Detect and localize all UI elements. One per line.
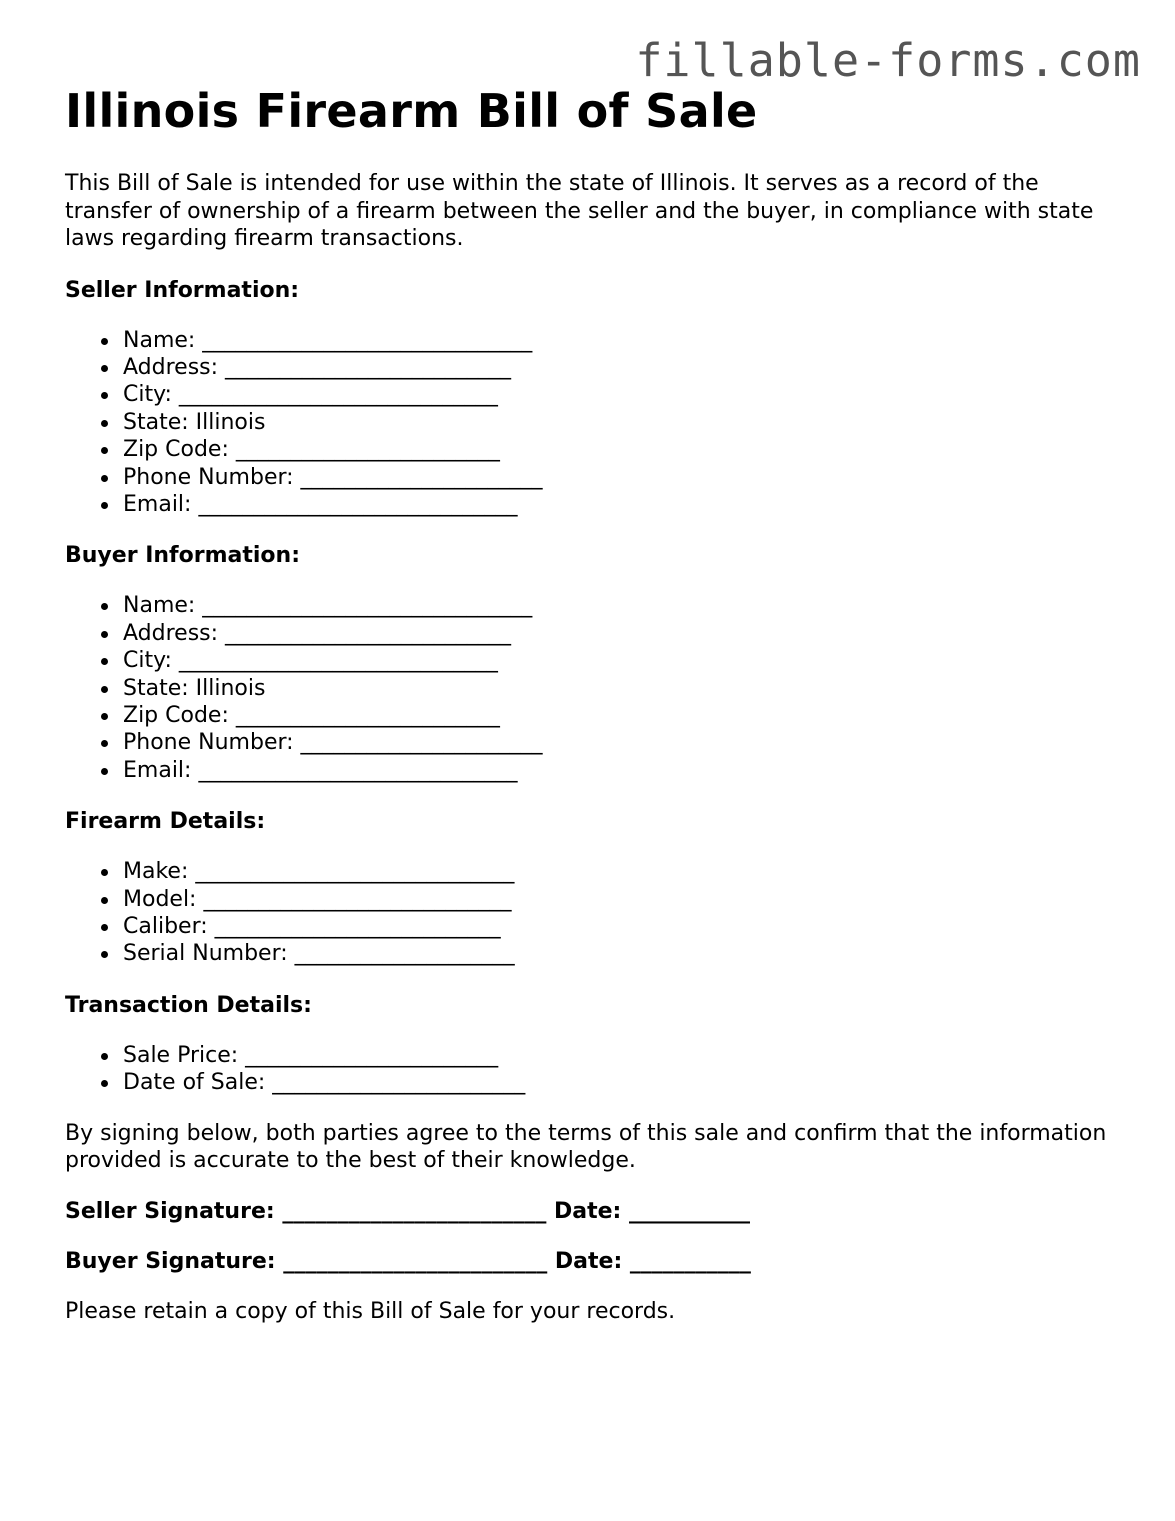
buyer-info-heading: Buyer Information:: [65, 543, 300, 569]
watermark: fillable-forms.com: [635, 34, 1141, 87]
buyer-phone-field: Phone Number: ______________________: [123, 729, 1110, 756]
buyer-state-field: State: Illinois: [123, 675, 1110, 702]
buyer-signature-line: Buyer Signature: ________________________ Date: ___________: [65, 1248, 751, 1274]
buyer-zip-field: Zip Code: ________________________: [123, 702, 1110, 729]
seller-phone-field: Phone Number: ______________________: [123, 464, 1110, 491]
buyer-info-list: [65, 592, 1110, 784]
seller-signature-line: Seller Signature: ________________________ Date: ___________: [65, 1198, 750, 1224]
sale-price-field: Sale Price: _______________________: [123, 1042, 1110, 1069]
closing-paragraph: By signing below, both parties agree to the terms of this sale and confirm that the information provided is accurate to the best of their knowledge.: [65, 1120, 1107, 1174]
document-title: Illinois Firearm Bill of Sale: [65, 84, 758, 138]
seller-state-field: State: Illinois: [123, 409, 1110, 436]
retain-copy-note: Please retain a copy of this Bill of Sale for your records.: [65, 1298, 676, 1324]
buyer-name-field: Name: ______________________________: [123, 592, 1110, 619]
transaction-details-heading: Transaction Details:: [65, 992, 312, 1018]
document-page: [65, 84, 1110, 1325]
seller-address-field: Address: __________________________: [123, 354, 1110, 381]
sale-date-field: Date of Sale: _______________________: [123, 1069, 1110, 1096]
seller-name-field: Name: ______________________________: [123, 327, 1110, 354]
transaction-details-list: [65, 1042, 1110, 1097]
seller-info-heading: Seller Information:: [65, 277, 300, 303]
seller-info-list: [65, 327, 1110, 519]
buyer-city-field: City: _____________________________: [123, 647, 1110, 674]
firearm-details-list: [65, 858, 1110, 968]
buyer-address-field: Address: __________________________: [123, 620, 1110, 647]
seller-email-field: Email: _____________________________: [123, 491, 1110, 518]
seller-city-field: City: _____________________________: [123, 381, 1110, 408]
firearm-caliber-field: Caliber: __________________________: [123, 913, 1110, 940]
firearm-make-field: Make: _____________________________: [123, 858, 1110, 885]
firearm-model-field: Model: ____________________________: [123, 886, 1110, 913]
seller-zip-field: Zip Code: ________________________: [123, 436, 1110, 463]
intro-paragraph: This Bill of Sale is intended for use within the state of Illinois. It serves as a record of the transfer of ownership of a firearm between the seller and the buyer, in compliance with state laws regarding firearm transactions.: [65, 171, 1094, 251]
firearm-serial-field: Serial Number: ____________________: [123, 940, 1110, 967]
firearm-details-heading: Firearm Details:: [65, 809, 266, 835]
buyer-email-field: Email: _____________________________: [123, 757, 1110, 784]
